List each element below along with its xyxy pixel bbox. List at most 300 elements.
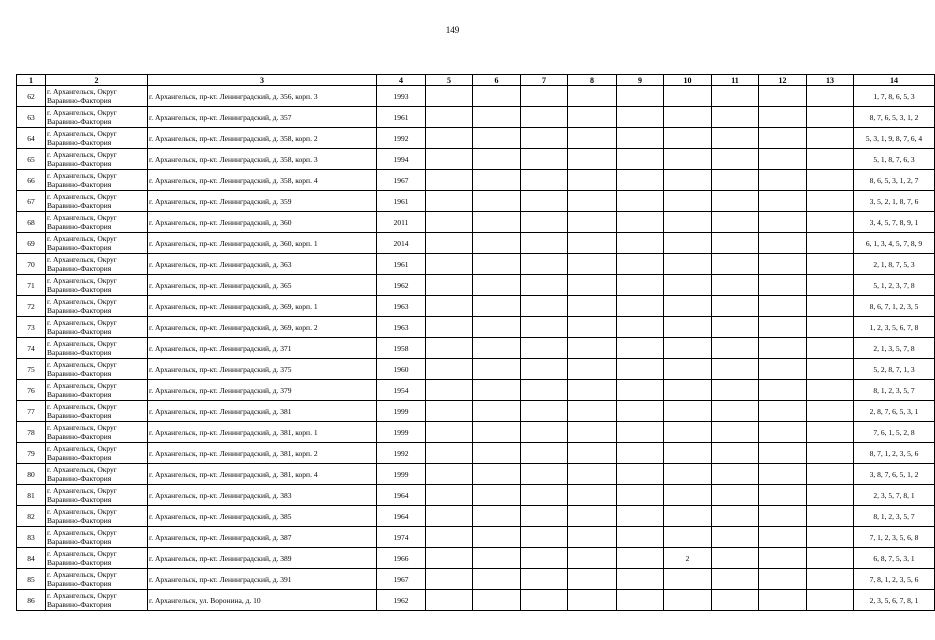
row-number-cell: 77 xyxy=(17,401,46,422)
column-9-cell xyxy=(617,464,664,485)
table-row xyxy=(17,128,935,149)
column-11-cell xyxy=(712,128,759,149)
column-7-cell xyxy=(521,548,568,569)
address-cell: г. Архангельск, пр-кт. Ленинградский, д. 381, корп. 4 xyxy=(148,464,377,485)
column-12-cell xyxy=(759,527,807,548)
column-header: 2 xyxy=(46,75,148,86)
column-13-cell xyxy=(807,191,854,212)
table-row xyxy=(17,422,935,443)
column-7-cell xyxy=(521,149,568,170)
row-number-cell: 72 xyxy=(17,296,46,317)
codes-cell: 3, 8, 7, 6, 5, 1, 2 xyxy=(854,464,935,485)
column-5-cell xyxy=(426,506,473,527)
district-cell: г. Архангельск, Округ Варавино-Фактория xyxy=(46,254,148,275)
row-number-cell: 63 xyxy=(17,107,46,128)
column-8-cell xyxy=(568,107,617,128)
column-12-cell xyxy=(759,422,807,443)
column-12-cell xyxy=(759,191,807,212)
column-10-cell xyxy=(664,590,712,611)
column-6-cell xyxy=(473,170,521,191)
column-9-cell xyxy=(617,548,664,569)
column-5-cell xyxy=(426,338,473,359)
column-5-cell xyxy=(426,317,473,338)
codes-cell: 2, 1, 3, 5, 7, 8 xyxy=(854,338,935,359)
column-11-cell xyxy=(712,107,759,128)
address-cell: г. Архангельск, пр-кт. Ленинградский, д. 379 xyxy=(148,380,377,401)
column-5-cell xyxy=(426,380,473,401)
row-number-cell: 62 xyxy=(17,86,46,107)
codes-cell: 8, 7, 1, 2, 3, 5, 6 xyxy=(854,443,935,464)
column-12-cell xyxy=(759,254,807,275)
codes-cell: 7, 6, 1, 5, 2, 8 xyxy=(854,422,935,443)
address-cell: г. Архангельск, пр-кт. Ленинградский, д. 389 xyxy=(148,548,377,569)
column-9-cell xyxy=(617,569,664,590)
column-7-cell xyxy=(521,569,568,590)
column-9-cell xyxy=(617,338,664,359)
district-cell: г. Архангельск, Округ Варавино-Фактория xyxy=(46,128,148,149)
year-cell: 1993 xyxy=(377,86,426,107)
table-row xyxy=(17,380,935,401)
column-6-cell xyxy=(473,380,521,401)
column-6-cell xyxy=(473,233,521,254)
column-10-cell xyxy=(664,401,712,422)
column-12-cell xyxy=(759,464,807,485)
column-12-cell xyxy=(759,590,807,611)
column-5-cell xyxy=(426,254,473,275)
column-13-cell xyxy=(807,254,854,275)
column-6-cell xyxy=(473,464,521,485)
column-9-cell xyxy=(617,296,664,317)
column-13-cell xyxy=(807,128,854,149)
column-10-cell xyxy=(664,338,712,359)
column-11-cell xyxy=(712,170,759,191)
district-cell: г. Архангельск, Округ Варавино-Фактория xyxy=(46,464,148,485)
column-13-cell xyxy=(807,422,854,443)
column-10-cell xyxy=(664,527,712,548)
column-9-cell xyxy=(617,191,664,212)
register-body xyxy=(17,86,935,611)
column-11-cell xyxy=(712,296,759,317)
table-row xyxy=(17,107,935,128)
column-5-cell xyxy=(426,107,473,128)
column-7-cell xyxy=(521,422,568,443)
column-10-cell xyxy=(664,380,712,401)
column-6-cell xyxy=(473,338,521,359)
table-row xyxy=(17,86,935,107)
column-13-cell xyxy=(807,506,854,527)
column-6-cell xyxy=(473,443,521,464)
district-cell: г. Архангельск, Округ Варавино-Фактория xyxy=(46,401,148,422)
year-cell: 1961 xyxy=(377,107,426,128)
column-5-cell xyxy=(426,233,473,254)
column-11-cell xyxy=(712,275,759,296)
year-cell: 1958 xyxy=(377,338,426,359)
table-row xyxy=(17,275,935,296)
column-11-cell xyxy=(712,191,759,212)
district-cell: г. Архангельск, Округ Варавино-Фактория xyxy=(46,170,148,191)
column-12-cell xyxy=(759,86,807,107)
district-cell: г. Архангельск, Округ Варавино-Фактория xyxy=(46,149,148,170)
column-6-cell xyxy=(473,317,521,338)
year-cell: 1962 xyxy=(377,590,426,611)
column-11-cell xyxy=(712,443,759,464)
table-row xyxy=(17,401,935,422)
column-7-cell xyxy=(521,485,568,506)
year-cell: 1963 xyxy=(377,317,426,338)
column-12-cell xyxy=(759,359,807,380)
column-6-cell xyxy=(473,107,521,128)
row-number-cell: 68 xyxy=(17,212,46,233)
column-8-cell xyxy=(568,149,617,170)
district-cell: г. Архангельск, Округ Варавино-Фактория xyxy=(46,359,148,380)
column-7-cell xyxy=(521,401,568,422)
column-6-cell xyxy=(473,485,521,506)
column-5-cell xyxy=(426,569,473,590)
address-cell: г. Архангельск, пр-кт. Ленинградский, д. 358, корп. 3 xyxy=(148,149,377,170)
column-10-cell xyxy=(664,191,712,212)
codes-cell: 2, 3, 5, 7, 8, 1 xyxy=(854,485,935,506)
column-11-cell xyxy=(712,86,759,107)
column-8-cell xyxy=(568,296,617,317)
table-row xyxy=(17,170,935,191)
column-8-cell xyxy=(568,569,617,590)
column-8-cell xyxy=(568,485,617,506)
column-header: 12 xyxy=(759,75,807,86)
column-5-cell xyxy=(426,170,473,191)
column-5-cell xyxy=(426,191,473,212)
column-header: 3 xyxy=(148,75,377,86)
column-11-cell xyxy=(712,569,759,590)
row-number-cell: 73 xyxy=(17,317,46,338)
year-cell: 1961 xyxy=(377,254,426,275)
row-number-cell: 65 xyxy=(17,149,46,170)
district-cell: г. Архангельск, Округ Варавино-Фактория xyxy=(46,527,148,548)
district-cell: г. Архангельск, Округ Варавино-Фактория xyxy=(46,317,148,338)
year-cell: 1960 xyxy=(377,359,426,380)
column-10-cell xyxy=(664,422,712,443)
column-8-cell xyxy=(568,401,617,422)
column-12-cell xyxy=(759,485,807,506)
column-13-cell xyxy=(807,170,854,191)
column-10-cell xyxy=(664,275,712,296)
column-7-cell xyxy=(521,317,568,338)
column-8-cell xyxy=(568,422,617,443)
column-5-cell xyxy=(426,590,473,611)
codes-cell: 7, 8, 1, 2, 3, 5, 6 xyxy=(854,569,935,590)
column-9-cell xyxy=(617,359,664,380)
address-cell: г. Архангельск, пр-кт. Ленинградский, д. 360 xyxy=(148,212,377,233)
column-9-cell xyxy=(617,170,664,191)
district-cell: г. Архангельск, Округ Варавино-Фактория xyxy=(46,275,148,296)
address-cell: г. Архангельск, пр-кт. Ленинградский, д. 357 xyxy=(148,107,377,128)
column-12-cell xyxy=(759,128,807,149)
table-row xyxy=(17,569,935,590)
year-cell: 1964 xyxy=(377,485,426,506)
column-8-cell xyxy=(568,338,617,359)
year-cell: 1999 xyxy=(377,464,426,485)
column-header: 13 xyxy=(807,75,854,86)
column-10-cell xyxy=(664,212,712,233)
address-cell: г. Архангельск, пр-кт. Ленинградский, д. 365 xyxy=(148,275,377,296)
address-cell: г. Архангельск, пр-кт. Ленинградский, д. 383 xyxy=(148,485,377,506)
address-cell: г. Архангельск, пр-кт. Ленинградский, д. 387 xyxy=(148,527,377,548)
column-8-cell xyxy=(568,443,617,464)
address-cell: г. Архангельск, пр-кт. Ленинградский, д. 371 xyxy=(148,338,377,359)
district-cell: г. Архангельск, Округ Варавино-Фактория xyxy=(46,296,148,317)
column-7-cell xyxy=(521,233,568,254)
district-cell: г. Архангельск, Округ Варавино-Фактория xyxy=(46,590,148,611)
codes-cell: 3, 4, 5, 7, 8, 9, 1 xyxy=(854,212,935,233)
column-10-cell xyxy=(664,254,712,275)
column-header: 14 xyxy=(854,75,935,86)
table-row xyxy=(17,464,935,485)
column-6-cell xyxy=(473,86,521,107)
column-8-cell xyxy=(568,275,617,296)
column-6-cell xyxy=(473,275,521,296)
column-12-cell xyxy=(759,170,807,191)
district-cell: г. Архангельск, Округ Варавино-Фактория xyxy=(46,86,148,107)
column-10-cell xyxy=(664,443,712,464)
address-cell: г. Архангельск, пр-кт. Ленинградский, д. 363 xyxy=(148,254,377,275)
column-13-cell xyxy=(807,548,854,569)
row-number-cell: 69 xyxy=(17,233,46,254)
column-9-cell xyxy=(617,527,664,548)
district-cell: г. Архангельск, Округ Варавино-Фактория xyxy=(46,443,148,464)
column-10-cell xyxy=(664,506,712,527)
column-6-cell xyxy=(473,569,521,590)
column-7-cell xyxy=(521,506,568,527)
year-cell: 1992 xyxy=(377,443,426,464)
row-number-cell: 85 xyxy=(17,569,46,590)
codes-cell: 5, 1, 8, 7, 6, 3 xyxy=(854,149,935,170)
year-cell: 1999 xyxy=(377,401,426,422)
column-header: 11 xyxy=(712,75,759,86)
column-5-cell xyxy=(426,485,473,506)
column-10-cell xyxy=(664,464,712,485)
address-cell: г. Архангельск, пр-кт. Ленинградский, д. 381 xyxy=(148,401,377,422)
address-cell: г. Архангельск, пр-кт. Ленинградский, д. 391 xyxy=(148,569,377,590)
column-8-cell xyxy=(568,212,617,233)
column-5-cell xyxy=(426,86,473,107)
column-10-cell xyxy=(664,296,712,317)
column-5-cell xyxy=(426,422,473,443)
column-11-cell xyxy=(712,548,759,569)
district-cell: г. Архангельск, Округ Варавино-Фактория xyxy=(46,212,148,233)
column-5-cell xyxy=(426,527,473,548)
column-9-cell xyxy=(617,233,664,254)
row-number-cell: 76 xyxy=(17,380,46,401)
column-7-cell xyxy=(521,380,568,401)
column-7-cell xyxy=(521,296,568,317)
address-cell: г. Архангельск, пр-кт. Ленинградский, д. 381, корп. 1 xyxy=(148,422,377,443)
column-9-cell xyxy=(617,485,664,506)
column-11-cell xyxy=(712,422,759,443)
column-11-cell xyxy=(712,212,759,233)
codes-cell: 5, 1, 2, 3, 7, 8 xyxy=(854,275,935,296)
column-5-cell xyxy=(426,128,473,149)
column-5-cell xyxy=(426,212,473,233)
table-row xyxy=(17,254,935,275)
row-number-cell: 78 xyxy=(17,422,46,443)
column-13-cell xyxy=(807,317,854,338)
year-cell: 1963 xyxy=(377,296,426,317)
codes-cell: 2, 3, 5, 6, 7, 8, 1 xyxy=(854,590,935,611)
district-cell: г. Архангельск, Округ Варавино-Фактория xyxy=(46,233,148,254)
column-9-cell xyxy=(617,422,664,443)
codes-cell: 2, 8, 7, 6, 5, 3, 1 xyxy=(854,401,935,422)
codes-cell: 6, 8, 7, 5, 3, 1 xyxy=(854,548,935,569)
column-12-cell xyxy=(759,296,807,317)
column-8-cell xyxy=(568,86,617,107)
codes-cell: 8, 6, 5, 3, 1, 2, 7 xyxy=(854,170,935,191)
column-5-cell xyxy=(426,464,473,485)
column-7-cell xyxy=(521,590,568,611)
column-12-cell xyxy=(759,149,807,170)
column-13-cell xyxy=(807,401,854,422)
row-number-cell: 86 xyxy=(17,590,46,611)
address-cell: г. Архангельск, пр-кт. Ленинградский, д. 375 xyxy=(148,359,377,380)
codes-cell: 5, 2, 8, 7, 1, 3 xyxy=(854,359,935,380)
column-13-cell xyxy=(807,212,854,233)
district-cell: г. Архангельск, Округ Варавино-Фактория xyxy=(46,107,148,128)
column-8-cell xyxy=(568,317,617,338)
page-number: 149 xyxy=(445,25,460,35)
column-7-cell xyxy=(521,86,568,107)
column-13-cell xyxy=(807,86,854,107)
codes-cell: 5, 3, 1, 9, 8, 7, 6, 4 xyxy=(854,128,935,149)
address-cell: г. Архангельск, пр-кт. Ленинградский, д. 381, корп. 2 xyxy=(148,443,377,464)
column-8-cell xyxy=(568,233,617,254)
row-number-cell: 84 xyxy=(17,548,46,569)
column-11-cell xyxy=(712,590,759,611)
column-13-cell xyxy=(807,464,854,485)
column-7-cell xyxy=(521,212,568,233)
column-10-cell: 2 xyxy=(664,548,712,569)
year-cell: 1962 xyxy=(377,275,426,296)
year-cell: 1967 xyxy=(377,170,426,191)
column-11-cell xyxy=(712,506,759,527)
codes-cell: 1, 2, 3, 5, 6, 7, 8 xyxy=(854,317,935,338)
column-6-cell xyxy=(473,359,521,380)
column-8-cell xyxy=(568,128,617,149)
column-8-cell xyxy=(568,359,617,380)
column-5-cell xyxy=(426,359,473,380)
column-header: 8 xyxy=(568,75,617,86)
column-12-cell xyxy=(759,569,807,590)
column-9-cell xyxy=(617,443,664,464)
column-13-cell xyxy=(807,233,854,254)
column-11-cell xyxy=(712,401,759,422)
district-cell: г. Архангельск, Округ Варавино-Фактория xyxy=(46,506,148,527)
address-cell: г. Архангельск, пр-кт. Ленинградский, д. 360, корп. 1 xyxy=(148,233,377,254)
address-cell: г. Архангельск, пр-кт. Ленинградский, д. 385 xyxy=(148,506,377,527)
column-6-cell xyxy=(473,548,521,569)
column-13-cell xyxy=(807,359,854,380)
table-row xyxy=(17,191,935,212)
column-13-cell xyxy=(807,590,854,611)
column-13-cell xyxy=(807,485,854,506)
column-12-cell xyxy=(759,233,807,254)
address-cell: г. Архангельск, пр-кт. Ленинградский, д. 369, корп. 2 xyxy=(148,317,377,338)
column-11-cell xyxy=(712,485,759,506)
year-cell: 1954 xyxy=(377,380,426,401)
codes-cell: 8, 7, 6, 5, 3, 1, 2 xyxy=(854,107,935,128)
row-number-cell: 71 xyxy=(17,275,46,296)
year-cell: 2014 xyxy=(377,233,426,254)
district-cell: г. Архангельск, Округ Варавино-Фактория xyxy=(46,191,148,212)
column-7-cell xyxy=(521,275,568,296)
column-10-cell xyxy=(664,359,712,380)
column-11-cell xyxy=(712,380,759,401)
address-cell: г. Архангельск, пр-кт. Ленинградский, д. 356, корп. 3 xyxy=(148,86,377,107)
column-6-cell xyxy=(473,527,521,548)
district-cell: г. Архангельск, Округ Варавино-Фактория xyxy=(46,422,148,443)
column-9-cell xyxy=(617,86,664,107)
district-cell: г. Архангельск, Округ Варавино-Фактория xyxy=(46,485,148,506)
table-row xyxy=(17,212,935,233)
column-7-cell xyxy=(521,107,568,128)
column-11-cell xyxy=(712,233,759,254)
table-row xyxy=(17,233,935,254)
column-6-cell xyxy=(473,296,521,317)
codes-cell: 2, 1, 8, 7, 5, 3 xyxy=(854,254,935,275)
year-cell: 1999 xyxy=(377,422,426,443)
column-header: 6 xyxy=(473,75,521,86)
column-8-cell xyxy=(568,548,617,569)
column-12-cell xyxy=(759,317,807,338)
column-8-cell xyxy=(568,590,617,611)
column-6-cell xyxy=(473,254,521,275)
column-header: 9 xyxy=(617,75,664,86)
column-7-cell xyxy=(521,191,568,212)
column-11-cell xyxy=(712,254,759,275)
column-5-cell xyxy=(426,275,473,296)
column-10-cell xyxy=(664,170,712,191)
column-8-cell xyxy=(568,191,617,212)
column-9-cell xyxy=(617,149,664,170)
column-5-cell xyxy=(426,149,473,170)
column-6-cell xyxy=(473,212,521,233)
codes-cell: 8, 1, 2, 3, 5, 7 xyxy=(854,506,935,527)
district-cell: г. Архангельск, Округ Варавино-Фактория xyxy=(46,548,148,569)
row-number-cell: 80 xyxy=(17,464,46,485)
column-7-cell xyxy=(521,443,568,464)
column-5-cell xyxy=(426,443,473,464)
column-12-cell xyxy=(759,401,807,422)
column-8-cell xyxy=(568,464,617,485)
row-number-cell: 83 xyxy=(17,527,46,548)
address-cell: г. Архангельск, ул. Воронина, д. 10 xyxy=(148,590,377,611)
column-13-cell xyxy=(807,338,854,359)
column-7-cell xyxy=(521,359,568,380)
column-6-cell xyxy=(473,191,521,212)
column-12-cell xyxy=(759,212,807,233)
year-cell: 1966 xyxy=(377,548,426,569)
column-13-cell xyxy=(807,527,854,548)
column-9-cell xyxy=(617,128,664,149)
table-row xyxy=(17,548,935,569)
column-12-cell xyxy=(759,443,807,464)
column-11-cell xyxy=(712,317,759,338)
row-number-cell: 70 xyxy=(17,254,46,275)
column-7-cell xyxy=(521,128,568,149)
column-10-cell xyxy=(664,569,712,590)
column-12-cell xyxy=(759,338,807,359)
column-13-cell xyxy=(807,107,854,128)
column-9-cell xyxy=(617,107,664,128)
column-11-cell xyxy=(712,338,759,359)
table-row xyxy=(17,506,935,527)
